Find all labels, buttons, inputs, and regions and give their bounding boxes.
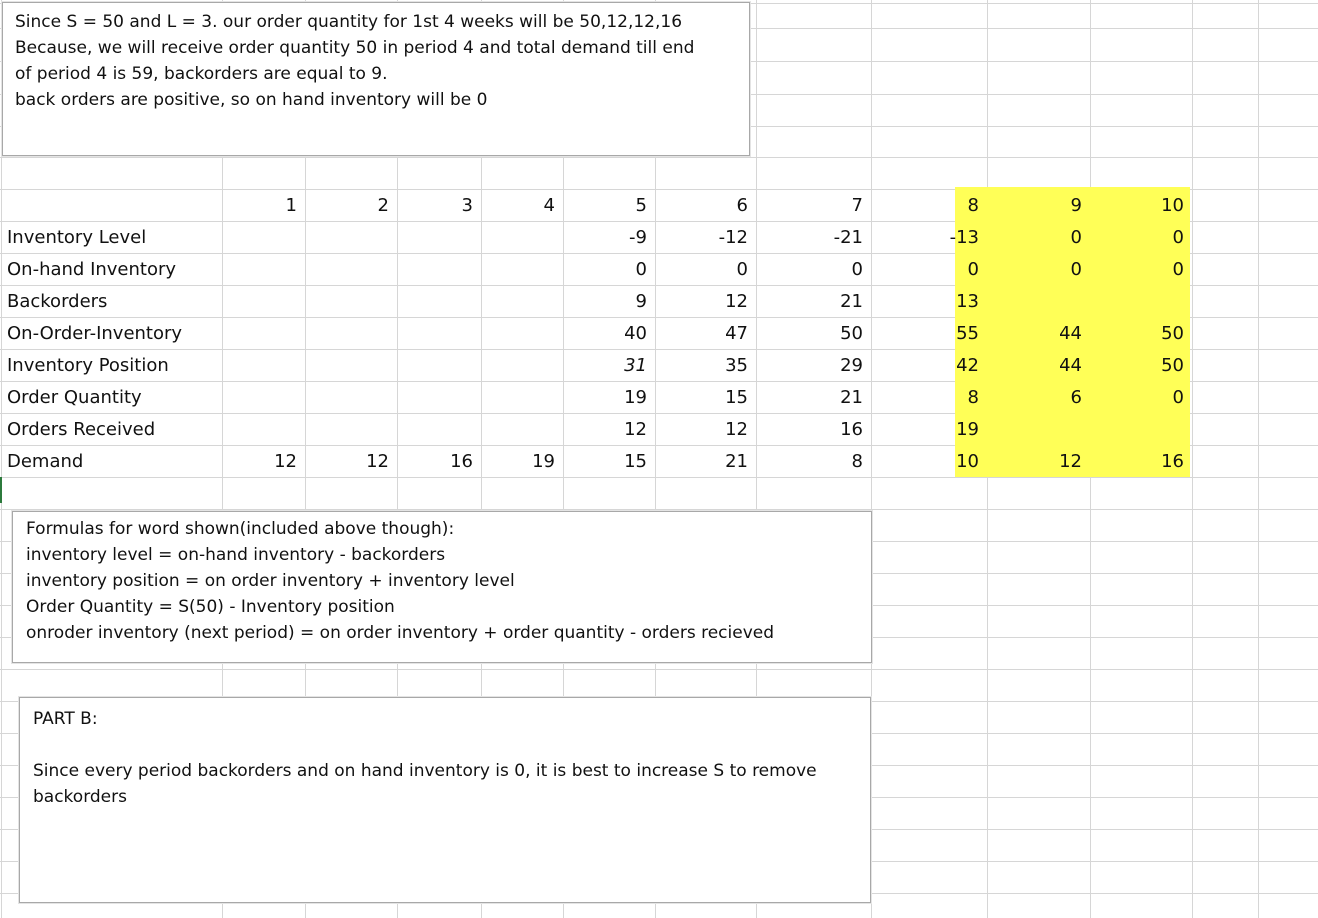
text-line: inventory level = on-hand inventory - backorders [26, 545, 446, 565]
table-cell[interactable]: 42 [956, 355, 979, 376]
table-cell[interactable]: 21 [840, 291, 863, 312]
period-cell[interactable]: 2 [377, 195, 389, 216]
period-cell[interactable]: 5 [635, 195, 647, 216]
table-cell[interactable]: 40 [624, 323, 647, 344]
table-cell[interactable]: 21 [725, 451, 748, 472]
period-cell[interactable]: 8 [967, 195, 979, 216]
table-cell[interactable]: 15 [624, 451, 647, 472]
text-line: Order Quantity = S(50) - Inventory position [26, 597, 395, 617]
table-cell[interactable]: 0 [1172, 387, 1184, 408]
table-cell[interactable]: 0 [736, 259, 748, 280]
active-cell-marker [0, 477, 2, 503]
table-cell[interactable]: 0 [1172, 259, 1184, 280]
table-cell[interactable]: 44 [1059, 323, 1082, 344]
table-cell[interactable]: 19 [624, 387, 647, 408]
blank-line [33, 732, 857, 758]
table-cell[interactable]: -9 [629, 227, 647, 248]
table-cell[interactable]: 15 [725, 387, 748, 408]
row-label[interactable]: On-hand Inventory [7, 259, 177, 280]
text-line: Since S = 50 and L = 3. our order quantity for 1st 4 weeks will be 50,12,12,16 [15, 12, 683, 32]
table-cell[interactable]: 10 [956, 451, 979, 472]
row-label[interactable]: Backorders [7, 291, 108, 312]
period-cell[interactable]: 6 [736, 195, 748, 216]
table-cell[interactable]: 55 [956, 323, 979, 344]
row-label[interactable]: Orders Received [7, 419, 156, 440]
table-cell[interactable]: 35 [725, 355, 748, 376]
table-cell[interactable]: 12 [366, 451, 389, 472]
table-cell[interactable]: 6 [1070, 387, 1082, 408]
table-cell[interactable]: 0 [851, 259, 863, 280]
table-cell[interactable]: 0 [1172, 227, 1184, 248]
row-label[interactable]: Inventory Level [7, 227, 147, 248]
table-cell[interactable]: 47 [725, 323, 748, 344]
table-cell[interactable]: 21 [840, 387, 863, 408]
period-cell[interactable]: 1 [285, 195, 297, 216]
table-cell[interactable]: 16 [1161, 451, 1184, 472]
table-cell[interactable]: 29 [840, 355, 863, 376]
text-line: of period 4 is 59, backorders are equal to 9. [15, 64, 388, 84]
table-cell[interactable]: 16 [840, 419, 863, 440]
table-cell[interactable]: 12 [725, 419, 748, 440]
table-cell[interactable]: -13 [949, 227, 979, 248]
table-cell[interactable]: 12 [1059, 451, 1082, 472]
textbox-part-b[interactable] [19, 697, 871, 903]
table-cell[interactable]: 0 [967, 259, 979, 280]
table-cell[interactable]: 12 [725, 291, 748, 312]
part-b-title: PART B: [33, 709, 98, 729]
row-label[interactable]: On-Order-Inventory [7, 323, 183, 344]
text-line: Because, we will receive order quantity 50 in period 4 and total demand till end [15, 38, 695, 58]
table-cell[interactable]: 31 [624, 355, 647, 376]
table-cell[interactable]: 44 [1059, 355, 1082, 376]
textbox-explanation[interactable] [2, 2, 750, 156]
text-line: onroder inventory (next period) = on order inventory + order quantity - orders recieved [26, 623, 775, 643]
table-cell[interactable]: 50 [1161, 323, 1184, 344]
period-cell[interactable]: 3 [461, 195, 473, 216]
table-cell[interactable]: 12 [624, 419, 647, 440]
table-cell[interactable]: 12 [274, 451, 297, 472]
row-label[interactable]: Inventory Position [7, 355, 169, 376]
table-cell[interactable]: 0 [1070, 259, 1082, 280]
table-cell[interactable]: 0 [635, 259, 647, 280]
table-cell[interactable]: 8 [967, 387, 979, 408]
text-line: Since every period backorders and on hand inventory is 0, it is best to increase S to remove [33, 761, 817, 781]
text-line: inventory position = on order inventory + inventory level [26, 571, 515, 591]
table-cell[interactable]: 50 [1161, 355, 1184, 376]
table-cell[interactable]: 16 [450, 451, 473, 472]
text-line: backorders [33, 787, 127, 807]
period-cell[interactable]: 10 [1161, 195, 1184, 216]
period-cell[interactable]: 9 [1070, 195, 1082, 216]
text-line: Formulas for word shown(included above though): [26, 519, 455, 539]
table-cell[interactable]: 13 [956, 291, 979, 312]
textbox-formulas[interactable] [12, 511, 872, 663]
table-cell[interactable]: 19 [532, 451, 555, 472]
table-cell[interactable]: 9 [635, 291, 647, 312]
table-cell[interactable]: 19 [956, 419, 979, 440]
row-label[interactable]: Order Quantity [7, 387, 142, 408]
period-cell[interactable]: 4 [543, 195, 555, 216]
table-cell[interactable]: 8 [851, 451, 863, 472]
table-cell[interactable]: -21 [833, 227, 863, 248]
table-cell[interactable]: 0 [1070, 227, 1082, 248]
text-line: back orders are positive, so on hand inventory will be 0 [15, 90, 488, 110]
table-cell[interactable]: -12 [718, 227, 748, 248]
row-label[interactable]: Demand [7, 451, 84, 472]
period-cell[interactable]: 7 [851, 195, 863, 216]
table-cell[interactable]: 50 [840, 323, 863, 344]
